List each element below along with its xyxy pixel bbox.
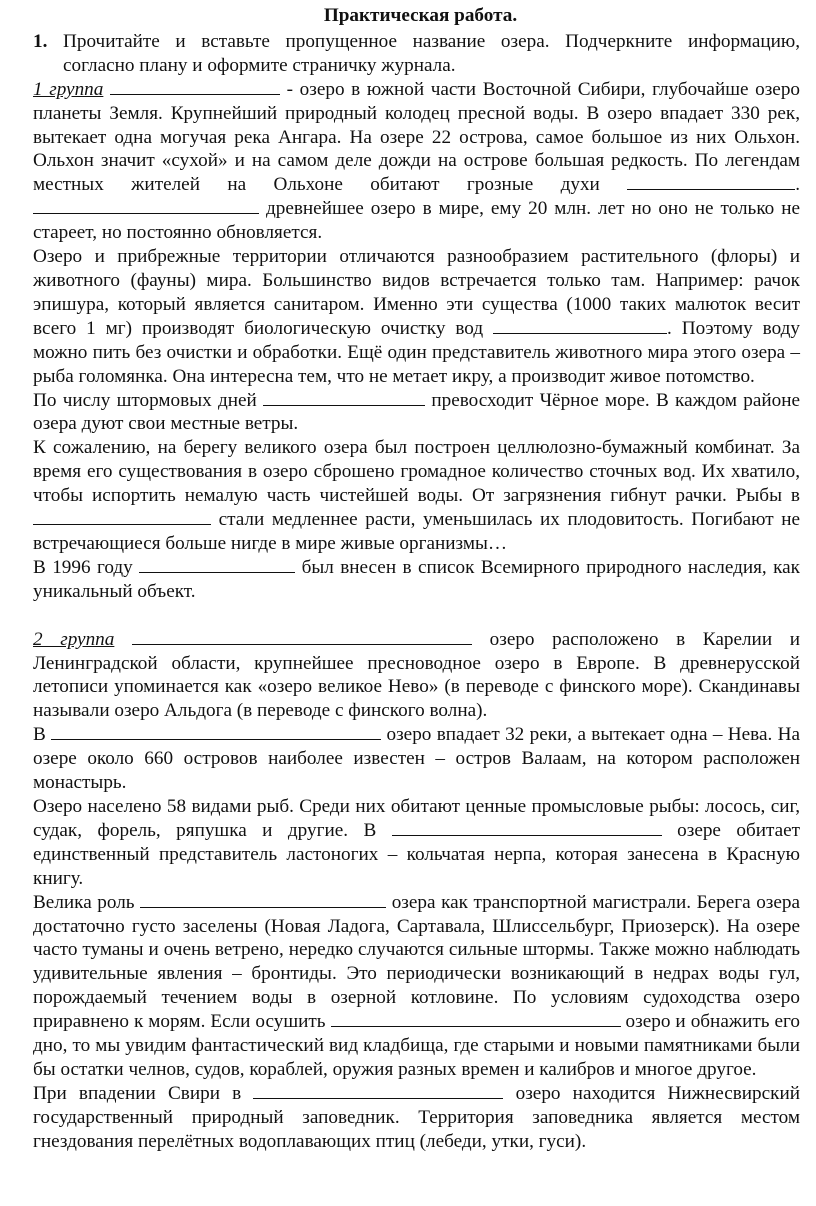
- group1-paragraph-4: [33, 436, 800, 556]
- group2-text-4b: озера как транспортной магистрали. Берега озера достаточно густо заселены (Новая Ладога, Сартавала, Шлиссельбург, Приозерск). На озере часто туманы и очень ветрено, нередко случаются сильные штормы. Также можно наблюдать удивительные явления – бронтиды. Это периодически возникающий в недрах воды гул, порождаемый течением воды в озерной котловине. По условиям судоходства озеро приравнено к морям. Если осушить: [33, 891, 801, 1033]
- group1-blank-6[interactable]: [33, 508, 211, 525]
- group1-text-4a: К сожалению, на берегу великого озера был построен целлюлозно-бумажный комбинат. За время его существования в озеро сброшено громадное количество сточных вод. Их хватило, чтобы испортить немалую часть чистейшей воды. От загрязнения гибнут рачки. Рыбы в: [33, 437, 800, 507]
- group1-blank-7[interactable]: [139, 556, 295, 573]
- group1-text-2a: Озеро и прибрежные территории отличаются разнообразием растительного (флоры) и животного (фауны) мира. Большинство видов встречается только там. Например: рачок эпишура, который является санитаром. Именно эти существа (1000 таких малюток весит всего 1 мг) производят биологическую очистку вод: [33, 246, 800, 339]
- group1-blank-5[interactable]: [263, 389, 425, 406]
- group2-paragraph-1: [33, 628, 800, 724]
- group2-text-3a: Озеро населено 58 видами рыб. Среди них обитают ценные промысловые рыбы: лосось, сиг, судак, форель, ряпушка и другие. В: [33, 796, 800, 841]
- page-title: Практическая работа.: [323, 5, 518, 26]
- group2-label: 2 группа: [33, 628, 115, 650]
- group2-text-1a: озеро расположено в Карелии и Ленинградской области, крупнейшее пресноводное озеро в Европе. В древнерусской летописи упоминается как «озеро великое Нево» (в переводе с финского море). Скандинавы называли озеро Альдога (в переводе с финского волна).: [33, 628, 800, 722]
- group2-text-2b: озеро впадает 32 реки, а вытекает одна – Нева. На озере около 660 островов наиболее известен – остров Валаам, на котором расположен монастырь.: [33, 724, 801, 794]
- group2-text-2a: В: [33, 724, 46, 746]
- group2-text-4c: озеро и обнажить его дно, то мы увидим фантастический вид кладбища, где старыми и новыми памятниками были бы остатки челнов, судов, кораблей, оружия разных времен и калибров и многое другое.: [33, 1011, 800, 1080]
- group1-text-1b: .: [795, 174, 801, 196]
- group2-blank-6[interactable]: [253, 1082, 503, 1099]
- task-number: 1.: [33, 30, 48, 52]
- group2-text-4a: Велика роль: [33, 891, 135, 913]
- group1-blank-lake-name[interactable]: [110, 78, 280, 95]
- group2-blank-3[interactable]: [392, 819, 662, 836]
- group1-label: 1 группа: [33, 78, 104, 100]
- group2-text-3b: озере обитает единственный представитель ластоногих – кольчатая нерпа, которая занесена в Красную книгу.: [33, 819, 801, 889]
- group2-paragraph-4: [33, 891, 800, 1082]
- task-text: Прочитайте и вставьте пропущенное название озера. Подчеркните информацию, согласно плану и оформите страничку журнала.: [63, 30, 800, 76]
- group1-paragraph-5: [33, 556, 800, 604]
- group1-text-3b: превосходит Чёрное море. В каждом районе озера дуют свои местные ветры.: [33, 389, 800, 435]
- group2-paragraph-5: [33, 1082, 800, 1154]
- group1-paragraph-1: [33, 78, 800, 245]
- group1-text-1c: древнейшее озеро в мире, ему 20 млн. лет но оно не только не стареет, но постоянно обновляется.: [33, 198, 801, 244]
- group2-text-5a: При впадении Свири в: [33, 1082, 242, 1104]
- group1-text-5a: В 1996 году: [33, 556, 133, 578]
- group1-blank-4[interactable]: [493, 317, 667, 334]
- group1-text-1a: - озеро в южной части Восточной Сибири, глубочайше озеро планеты Земля. Крупнейший природный колодец пресной воды. В озеро впадает 330 рек, вытекает одна могучая река Ангара. На озере 22 острова, самое большое из них Ольхон. Ольхон значит «сухой» и на самом деле дожди на острове большая редкость. По легендам местных жителей на Ольхоне обитают грозные духи: [33, 78, 801, 196]
- group2-blank-4[interactable]: [140, 891, 386, 908]
- group1-paragraph-2: [33, 245, 800, 388]
- group2-blank-lake-name[interactable]: [132, 628, 472, 645]
- group1-text-2b: . Поэтому воду можно пить без очистки и обработки. Ещё один представитель животного мира этого озера – рыба голомянка. Она интересна тем, что не метает икру, а производит живое потомство.: [33, 317, 800, 387]
- group2-text-5b: озеро находится Нижнесвирский государственный природный заповедник. Территория заповедника является местом гнездования перелётных водоплавающих птиц (лебеди, утки, гуси).: [33, 1082, 801, 1152]
- group1-text-5b: был внесен в список Всемирного природного наследия, как уникальный объект.: [33, 556, 801, 602]
- group1-paragraph-3: [33, 389, 800, 437]
- group1-blank-3[interactable]: [33, 197, 259, 214]
- group2-paragraph-2: [33, 723, 800, 795]
- group-separator: [33, 604, 800, 628]
- task-instruction: [33, 30, 800, 78]
- group2-blank-2[interactable]: [51, 723, 381, 740]
- group1-blank-2[interactable]: [627, 173, 795, 190]
- group1-text-3a: По числу штормовых дней: [33, 389, 257, 411]
- group1-text-4b: стали медленнее расти, уменьшилась их плодовитость. Погибают не встречающиеся больше нигде в мире живые организмы…: [33, 509, 800, 554]
- group2-paragraph-3: [33, 795, 800, 891]
- group2-blank-5[interactable]: [331, 1010, 621, 1027]
